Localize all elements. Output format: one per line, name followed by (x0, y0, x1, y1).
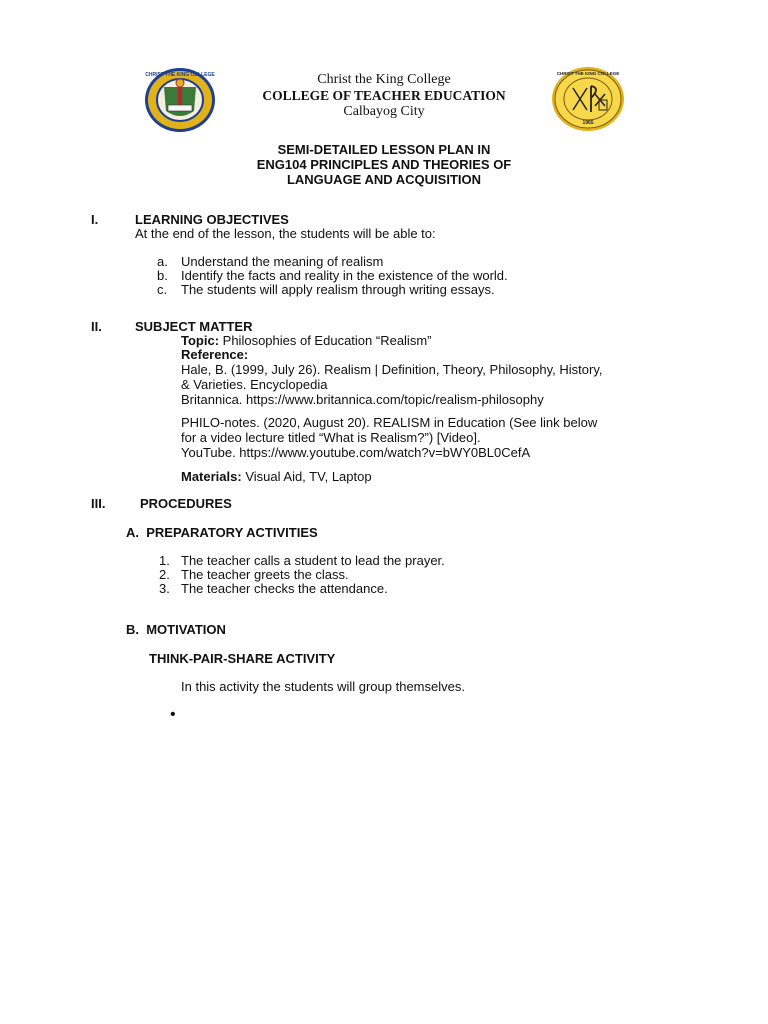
prep-marker-3: 3. (159, 581, 170, 596)
objective-marker-a: a. (157, 254, 168, 269)
reference-1-line-2: & Varieties. Encyclopedia (181, 377, 328, 392)
prep-text-3: The teacher checks the attendance. (181, 581, 388, 596)
empty-bullet: • (170, 706, 176, 723)
topic-line (181, 333, 431, 348)
section-i-number: I. (91, 212, 99, 227)
materials-line (181, 469, 372, 484)
header-text-block (224, 72, 544, 120)
title-line-2: ENG104 PRINCIPLES AND THEORIES OF (256, 157, 512, 172)
city-name: Calbayog City (343, 104, 425, 119)
title-line-3: LANGUAGE AND ACQUISITION (286, 172, 482, 187)
activity-description: In this activity the students will group themselves. (181, 679, 465, 694)
objectives-intro: At the end of the lesson, the students will be able to: (135, 226, 436, 241)
reference-1-line-1: Hale, B. (1999, July 26). Realism | Definition, Theory, Philosophy, History, (181, 362, 603, 377)
prep-marker-2: 2. (159, 567, 170, 582)
reference-2-line-3: YouTube. https://www.youtube.com/watch?v=bWY0BL0CefA (181, 445, 531, 460)
school-name: Christ the King College (317, 72, 451, 87)
prep-marker-1: 1. (159, 553, 170, 568)
objective-text-c: The students will apply realism through writing essays. (181, 282, 495, 297)
section-i-heading: LEARNING OBJECTIVES (135, 212, 289, 227)
objective-marker-b: b. (157, 268, 168, 283)
prep-text-1: The teacher calls a student to lead the prayer. (181, 553, 445, 568)
right-seal-text: CHRIST THE KING COLLEGE (556, 71, 620, 76)
objective-text-b: Identify the facts and reality in the existence of the world. (181, 268, 508, 283)
motivation-heading: B. MOTIVATION (126, 622, 226, 637)
prep-text-2: The teacher greets the class. (181, 567, 349, 582)
right-seal-year: 1965 (582, 120, 594, 126)
section-ii-number: II. (91, 319, 102, 334)
materials-label: Materials: (181, 469, 242, 484)
preparatory-heading: A. PREPARATORY ACTIVITIES (126, 525, 318, 540)
reference-label: Reference: (181, 347, 249, 362)
right-college-seal (551, 66, 625, 132)
objective-marker-c: c. (157, 282, 168, 297)
topic-label: Topic: (181, 333, 220, 348)
materials-value: Visual Aid, TV, Laptop (245, 469, 372, 484)
reference-1-line-3: Britannica. https://www.britannica.com/topic/realism-philosophy (181, 392, 544, 407)
college-name: COLLEGE OF TEACHER EDUCATION (262, 88, 506, 103)
reference-2-line-1: PHILO-notes. (2020, August 20). REALISM in Education (See link below (181, 415, 598, 430)
topic-value: Philosophies of Education “Realism” (222, 333, 432, 348)
section-iii-number: III. (91, 496, 106, 511)
title-line-1: SEMI-DETAILED LESSON PLAN IN (277, 142, 491, 157)
section-ii-heading: SUBJECT MATTER (135, 319, 253, 334)
left-college-seal (144, 67, 216, 133)
left-seal-text: CHRIST THE KING COLLEGE (145, 72, 215, 78)
section-iii-heading: PROCEDURES (140, 496, 232, 511)
objective-text-a: Understand the meaning of realism (181, 254, 384, 269)
reference-2-line-2: for a video lecture titled “What is Realism?”) [Video]. (181, 430, 481, 445)
lesson-plan-title (184, 142, 584, 187)
activity-title: THINK-PAIR-SHARE ACTIVITY (149, 651, 336, 666)
